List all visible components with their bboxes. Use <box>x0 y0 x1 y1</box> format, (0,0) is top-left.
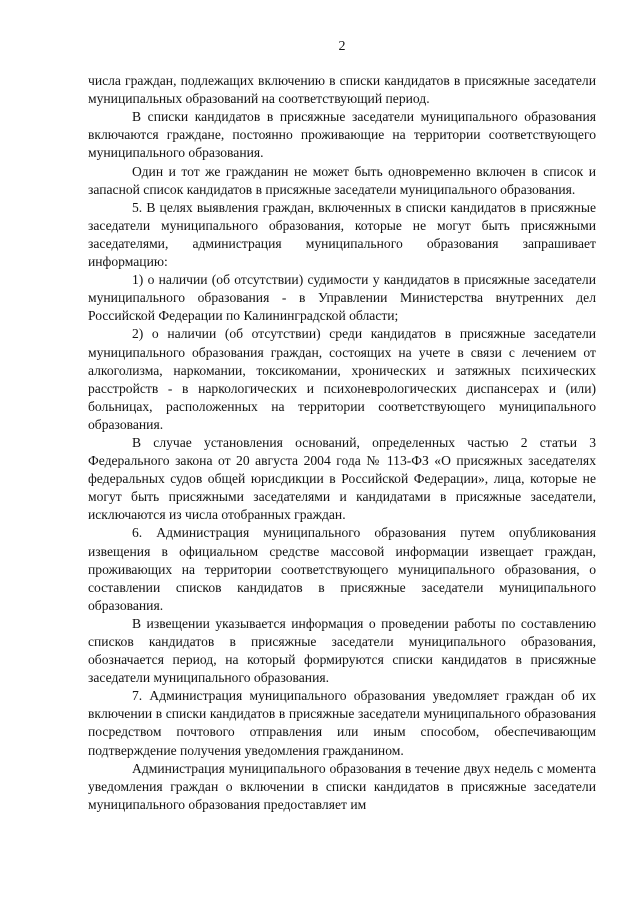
paragraph-notice-content: В извещении указывается информация о проведении работы по составлению списков кандидатов в присяжные заседатели муниципального образования, обозначается период, на который формируются списки кандидатов в присяжные заседатели муниципального образования. <box>88 615 596 686</box>
page-number: 2 <box>338 39 346 54</box>
paragraph-section-5: 5. В целях выявления граждан, включенных в списки кандидатов в присяжные заседатели муниципального образования, которые не могут быть присяжными заседателями, администрация муниципального образования запрашивает информацию: <box>88 199 596 270</box>
paragraph-residence-requirement: В списки кандидатов в присяжные заседатели муниципального образования включаются граждане, постоянно проживающие на территории соответствующего муниципального образования. <box>88 109 596 161</box>
paragraph-single-list: Один и тот же гражданин не может быть одновременно включен в список и запасной список кандидатов в присяжные заседатели муниципального образования. <box>88 163 596 197</box>
paragraph-item-2: 2) о наличии (об отсутствии) среди кандидатов в присяжные заседатели муниципального образования граждан, состоящих на учете в связи с лечением от алкоголизма, наркомании, токсикомании, хронических и затяжных психических расстройств - в наркологических и психоневрологических диспансерах и (или) больницах, расположенных на территории соответствующего муниципального образования. <box>88 326 596 432</box>
document-page <box>88 38 596 814</box>
paragraph-section-7: 7. Администрация муниципального образования уведомляет граждан об их включении в списки кандидатов в присяжные заседатели муниципального образования посредством почтового отправления или иным способом, обеспечивающим подтверждение получения уведомления гражданином. <box>88 688 596 758</box>
paragraph-section-6: 6. Администрация муниципального образования путем опубликования извещения в официальном средстве массовой информации извещает граждан, проживающих на территории соответствующего муниципального образования, о составлении списков кандидатов в присяжные заседатели муниципального образования. <box>88 525 596 613</box>
paragraph-item-1: 1) о наличии (об отсутствии) судимости у кандидатов в присяжные заседатели муниципального образования - в Управлении Министерства внутренних дел Российской Федерации по Калининградской области; <box>88 272 596 324</box>
paragraph-continuation: числа граждан, подлежащих включению в списки кандидатов в присяжные заседатели муниципальных образований на соответствующий период. <box>88 73 596 107</box>
paragraph-two-weeks: Администрация муниципального образования в течение двух недель с момента уведомления граждан о включении в списки кандидатов в присяжные заседатели муниципального образования предоставляет им <box>88 760 596 812</box>
paragraph-exclusion: В случае установления оснований, определенных частью 2 статьи 3 Федерального закона от 20 августа 2004 года № 113-ФЗ «О присяжных заседателях федеральных судов общей юрисдикции в Российской Федерации», лица, которые не могут быть присяжными заседателями и кандидатами в присяжные заседатели, исключаются из числа отобранных граждан. <box>88 434 596 523</box>
